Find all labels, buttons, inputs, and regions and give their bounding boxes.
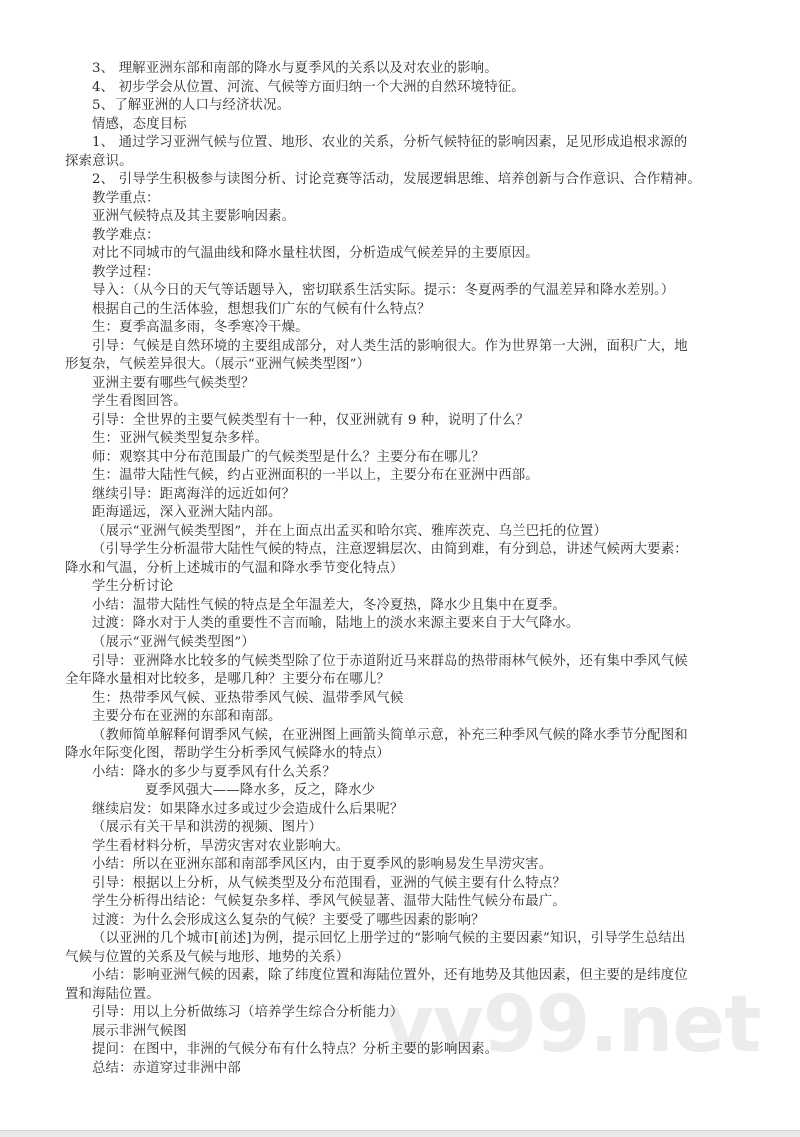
text-line: 学生分析讨论 <box>92 579 174 595</box>
text-line: 小结：降水的多少与夏季风有什么关系？ <box>92 764 336 780</box>
text-line: 亚洲主要有哪些气候类型？ <box>92 375 255 391</box>
text-line: 距海遥远，深入亚洲大陆内部。 <box>92 505 282 521</box>
text-line: 形复杂，气候差异很大。（展示“亚洲气候类型图”） <box>65 357 371 373</box>
document-body <box>65 60 745 1078</box>
text-line: 引导：气候是自然环境的主要组成部分，对人类生活的影响很大。作为世界第一大洲，面积广大，地 <box>92 338 688 354</box>
text-line: 引导：亚洲降水比较多的气候类型除了位于赤道附近马来群岛的热带雨林气候外，还有集中季风气候 <box>92 653 688 669</box>
text-line: 5、了解亚洲的人口与经济状况。 <box>92 98 291 114</box>
text-line: 置和海陆位置。 <box>65 986 160 1002</box>
text-line: 引导：用以上分析做练习（培养学生综合分析能力） <box>92 1005 404 1021</box>
text-line: 提问：在图中，非洲的气候分布有什么特点？分析主要的影响因素。 <box>92 1042 499 1058</box>
text-line: 总结：赤道穿过非洲中部 <box>92 1060 241 1076</box>
text-line: （教师简单解释何谓季风气候，在亚洲图上画箭头简单示意，补充三种季风气候的降水季节分配图和 <box>92 727 688 743</box>
text-line: 生：夏季高温多雨，冬季寒冷干燥。 <box>92 320 309 336</box>
text-line: 全年降水量相对比较多，是哪几种？主要分布在哪儿？ <box>65 672 390 688</box>
text-line: 教学重点： <box>92 190 160 206</box>
text-line: 学生分析得出结论：气候复杂多样、季风气候显著、温带大陆性气候分布最广。 <box>92 894 566 910</box>
text-line: 2、 引导学生积极参与读图分析、讨论竞赛等活动，发展逻辑思维、培养创新与合作意识、合作精神。 <box>92 172 701 188</box>
text-line: 4、 初步学会从位置、河流、气候等方面归纳一个大洲的自然环境特征。 <box>92 79 525 95</box>
text-line: 生：亚洲气候类型复杂多样。 <box>92 431 269 447</box>
text-line: （展示“亚洲气候类型图”，并在上面点出孟买和哈尔宾、雅库茨克、乌兰巴托的位置） <box>92 523 607 539</box>
text-line: 师：观察其中分布范围最广的气候类型是什么？主要分布在哪儿？ <box>92 449 485 465</box>
text-line: 3、 理解亚洲东部和南部的降水与夏季风的关系以及对农业的影响。 <box>92 61 498 76</box>
text-line: 教学过程： <box>92 264 160 280</box>
text-line: 对比不同城市的气温曲线和降水量柱状图，分析造成气候差异的主要原因。 <box>92 246 539 262</box>
text-line: 过渡：降水对于人类的重要性不言而喻，陆地上的淡水来源主要来自于大气降水。 <box>92 616 580 632</box>
text-line: 亚洲气候特点及其主要影响因素。 <box>92 209 296 225</box>
text-line: 生：温带大陆性气候，约占亚洲面积的一半以上，主要分布在亚洲中西部。 <box>92 468 539 484</box>
text-line: 继续启发：如果降水过多或过少会造成什么后果呢？ <box>92 801 404 817</box>
text-line: 学生看图回答。 <box>92 394 187 410</box>
page-bottom-edge <box>0 1131 800 1137</box>
text-line: 小结：所以在亚洲东部和南部季风区内，由于夏季风的影响易发生旱涝灾害。 <box>92 857 553 873</box>
watermark: vv99.net <box>383 980 761 1070</box>
text-line: （引导学生分析温带大陆性气候的特点，注意逻辑层次、由简到难，有分到总，讲述气候两大要素： <box>92 542 688 558</box>
text-line: 1、 通过学习亚洲气候与位置、地形、农业的关系，分析气候特征的影响因素，足见形成追根求源的 <box>92 135 688 151</box>
text-line: 小结：温带大陆性气候的特点是全年温差大，冬冷夏热，降水少且集中在夏季。 <box>92 597 566 613</box>
text-line: 引导：全世界的主要气候类型有十一种，仅亚洲就有 9 种，说明了什么？ <box>92 412 530 428</box>
text-line: 小结：影响亚洲气候的因素，除了纬度位置和海陆位置外，还有地势及其他因素，但主要的是纬度位 <box>92 968 688 984</box>
text-line: 根据自己的生活体验，想想我们广东的气候有什么特点？ <box>92 301 431 317</box>
text-line: （以亚洲的几个城市[前述]为例，提示回忆上册学过的“影响气候的主要因素”知识，引导学生总结出 <box>92 931 686 947</box>
text-line: （展示“亚洲气候类型图”） <box>92 634 255 650</box>
text-line: （展示有关干旱和洪涝的视频、图片） <box>92 820 323 836</box>
text-line: 探索意识。 <box>65 153 133 169</box>
text-line: 教学难点： <box>92 227 160 243</box>
text-line: 降水和气温，分析上述城市的气温和降水季节变化特点） <box>65 560 404 576</box>
text-line: 气候与位置的关系及气候与地形、地势的关系） <box>65 949 350 965</box>
text-line: 展示非洲气候图 <box>92 1023 187 1039</box>
text-line: 过渡：为什么会形成这么复杂的气候？主要受了哪些因素的影响？ <box>92 912 485 928</box>
text-line: 学生看材料分析，旱涝灾害对农业影响大。 <box>92 838 350 854</box>
text-line: 情感，态度目标 <box>92 116 187 132</box>
text-line: 继续引导：距离海洋的远近如何？ <box>92 486 296 502</box>
text-line: 降水年际变化图，帮助学生分析季风气候降水的特点） <box>65 746 390 762</box>
text-line: 生：热带季风气候、亚热带季风气候、温带季风气候 <box>92 690 404 706</box>
text-line: 导入：（从今日的天气等话题导入，密切联系生活实际。提示：冬夏两季的气温差异和降水差别。） <box>92 283 675 299</box>
text-line: 夏季风强大——降水多，反之，降水少 <box>145 783 376 799</box>
text-line: 引导：根据以上分析，从气候类型及分布范围看，亚洲的气候主要有什么特点？ <box>92 875 566 891</box>
text-line: 主要分布在亚洲的东部和南部。 <box>92 709 282 725</box>
